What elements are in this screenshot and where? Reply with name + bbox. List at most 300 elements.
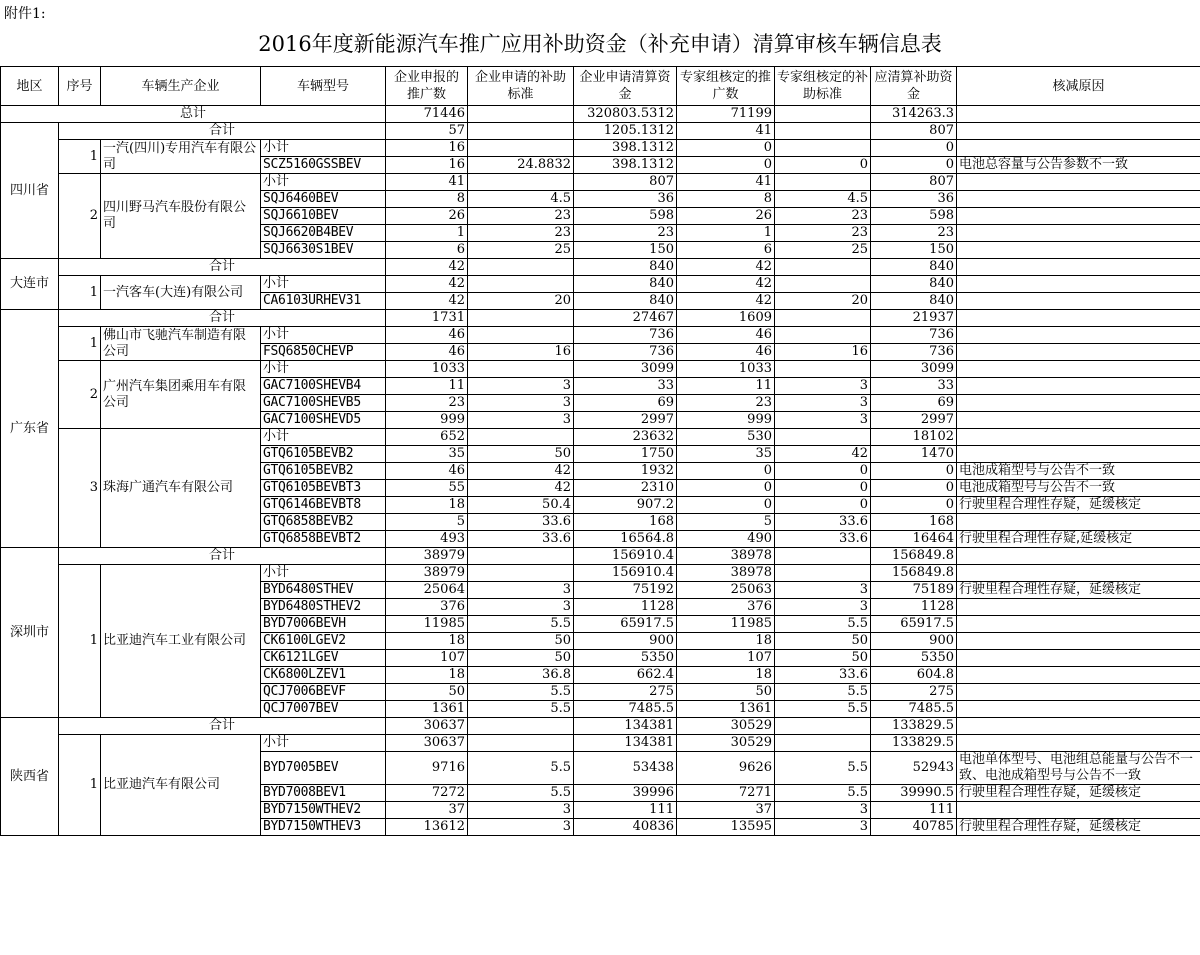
model-cell: CK6121LGEV xyxy=(261,650,386,667)
std-cell: 5.5 xyxy=(468,616,574,633)
applied-cell: 23 xyxy=(386,395,468,412)
approved-std-cell xyxy=(775,429,871,446)
approved-std-cell: 33.6 xyxy=(775,667,871,684)
approved-std-cell: 5.5 xyxy=(775,752,871,785)
reason-cell xyxy=(957,667,1200,684)
approved-std-cell xyxy=(775,548,871,565)
settle-cell: 69 xyxy=(871,395,957,412)
approved-std-cell: 5.5 xyxy=(775,785,871,802)
approved-cell: 42 xyxy=(677,259,775,276)
settle-cell: 52943 xyxy=(871,752,957,785)
approved-cell: 35 xyxy=(677,446,775,463)
company-no: 2 xyxy=(59,361,101,429)
settle-cell: 736 xyxy=(871,344,957,361)
model-cell: GAC7100SHEVB4 xyxy=(261,378,386,395)
reason-cell xyxy=(957,412,1200,429)
model-cell: SQJ6620B4BEV xyxy=(261,225,386,242)
region-sum-label: 合计 xyxy=(59,259,386,276)
std-cell: 16 xyxy=(468,344,574,361)
settle-cell: 840 xyxy=(871,259,957,276)
grand-total-approved: 71199 xyxy=(677,106,775,123)
region-sum-label: 合计 xyxy=(59,310,386,327)
model-cell: BYD7008BEV1 xyxy=(261,785,386,802)
model-cell: GTQ6105BEVB2 xyxy=(261,446,386,463)
model-cell: CK6800LZEV1 xyxy=(261,667,386,684)
approved-cell: 0 xyxy=(677,480,775,497)
reason-cell xyxy=(957,395,1200,412)
header-cell: 地区 xyxy=(1,67,59,106)
approved-std-cell: 3 xyxy=(775,395,871,412)
company-no: 1 xyxy=(59,276,101,310)
applied-cell: 9716 xyxy=(386,752,468,785)
settle-cell: 1128 xyxy=(871,599,957,616)
model-cell: SCZ5160GSSBEV xyxy=(261,157,386,174)
applied-cell: 26 xyxy=(386,208,468,225)
std-cell xyxy=(468,548,574,565)
approved-cell: 30529 xyxy=(677,735,775,752)
approved-std-cell: 0 xyxy=(775,157,871,174)
reason-cell xyxy=(957,599,1200,616)
grand-total-settle: 314263.3 xyxy=(871,106,957,123)
std-cell: 50 xyxy=(468,446,574,463)
company-subtotal-row xyxy=(1,429,1200,446)
settle-cell: 0 xyxy=(871,480,957,497)
approved-cell: 46 xyxy=(677,344,775,361)
reason-cell xyxy=(957,548,1200,565)
reason-cell xyxy=(957,293,1200,310)
applied-cell: 493 xyxy=(386,531,468,548)
empty-cell xyxy=(957,106,1200,123)
header-cell: 企业申请的补助标准 xyxy=(468,67,574,106)
company-subtotal-row xyxy=(1,327,1200,344)
std-cell: 50 xyxy=(468,650,574,667)
approved-std-cell: 23 xyxy=(775,225,871,242)
model-cell: QCJ7007BEV xyxy=(261,701,386,718)
approved-std-cell: 0 xyxy=(775,480,871,497)
applied-cell: 13612 xyxy=(386,819,468,836)
region-name: 广东省 xyxy=(1,310,59,548)
model-cell: GTQ6146BEVBT8 xyxy=(261,497,386,514)
std-cell: 33.6 xyxy=(468,514,574,531)
company-subtotal-row xyxy=(1,565,1200,582)
header-cell: 核减原因 xyxy=(957,67,1200,106)
approved-cell: 38978 xyxy=(677,565,775,582)
reason-cell xyxy=(957,344,1200,361)
funds-cell: 168 xyxy=(574,514,677,531)
std-cell: 5.5 xyxy=(468,701,574,718)
approved-cell: 50 xyxy=(677,684,775,701)
approved-cell: 8 xyxy=(677,191,775,208)
reason-cell xyxy=(957,650,1200,667)
settle-cell: 65917.5 xyxy=(871,616,957,633)
applied-cell: 16 xyxy=(386,157,468,174)
funds-cell: 134381 xyxy=(574,735,677,752)
model-cell: GTQ6105BEVB2 xyxy=(261,463,386,480)
region-sum-row xyxy=(1,123,1200,140)
approved-cell: 107 xyxy=(677,650,775,667)
reason-cell: 电池总容量与公告参数不一致 xyxy=(957,157,1200,174)
funds-cell: 75192 xyxy=(574,582,677,599)
std-cell: 3 xyxy=(468,395,574,412)
funds-cell: 1128 xyxy=(574,599,677,616)
header-cell: 企业申请清算资金 xyxy=(574,67,677,106)
region-name: 大连市 xyxy=(1,259,59,310)
reason-cell: 行驶里程合理性存疑,延缓核定 xyxy=(957,531,1200,548)
model-cell: BYD7006BEVH xyxy=(261,616,386,633)
std-cell: 42 xyxy=(468,480,574,497)
company-subtotal-row xyxy=(1,276,1200,293)
model-cell: GTQ6105BEVBT3 xyxy=(261,480,386,497)
applied-cell: 999 xyxy=(386,412,468,429)
std-cell: 5.5 xyxy=(468,785,574,802)
approved-cell: 999 xyxy=(677,412,775,429)
settle-cell: 2997 xyxy=(871,412,957,429)
applied-cell: 7272 xyxy=(386,785,468,802)
grand-total-row xyxy=(1,106,1200,123)
grand-total-applied: 71446 xyxy=(386,106,468,123)
approved-cell: 1033 xyxy=(677,361,775,378)
std-cell xyxy=(468,310,574,327)
approved-cell: 13595 xyxy=(677,819,775,836)
reason-cell xyxy=(957,225,1200,242)
subtotal-label: 小计 xyxy=(261,174,386,191)
settle-cell: 111 xyxy=(871,802,957,819)
std-cell xyxy=(468,429,574,446)
reason-cell xyxy=(957,701,1200,718)
subtotal-label: 小计 xyxy=(261,565,386,582)
approved-std-cell: 0 xyxy=(775,497,871,514)
funds-cell: 3099 xyxy=(574,361,677,378)
funds-cell: 156910.4 xyxy=(574,548,677,565)
region-name: 深圳市 xyxy=(1,548,59,718)
applied-cell: 55 xyxy=(386,480,468,497)
reason-cell xyxy=(957,276,1200,293)
region-sum-label: 合计 xyxy=(59,548,386,565)
applied-cell: 18 xyxy=(386,633,468,650)
empty-cell xyxy=(775,106,871,123)
subtotal-label: 小计 xyxy=(261,140,386,157)
settle-cell: 133829.5 xyxy=(871,735,957,752)
region-sum-row xyxy=(1,548,1200,565)
std-cell xyxy=(468,140,574,157)
settle-cell: 133829.5 xyxy=(871,718,957,735)
std-cell: 3 xyxy=(468,819,574,836)
applied-cell: 41 xyxy=(386,174,468,191)
reason-cell xyxy=(957,140,1200,157)
company-no: 1 xyxy=(59,735,101,836)
approved-std-cell: 3 xyxy=(775,412,871,429)
model-cell: GAC7100SHEVB5 xyxy=(261,395,386,412)
applied-cell: 18 xyxy=(386,667,468,684)
approved-cell: 23 xyxy=(677,395,775,412)
approved-std-cell: 5.5 xyxy=(775,616,871,633)
page-title: 2016年度新能源汽车推广应用补助资金（补充申请）清算审核车辆信息表 xyxy=(258,32,942,56)
region-sum-row xyxy=(1,310,1200,327)
std-cell xyxy=(468,259,574,276)
funds-cell: 907.2 xyxy=(574,497,677,514)
annex-label: 附件1: xyxy=(4,6,46,22)
funds-cell: 807 xyxy=(574,174,677,191)
settle-cell: 75189 xyxy=(871,582,957,599)
funds-cell: 156910.4 xyxy=(574,565,677,582)
settle-cell: 156849.8 xyxy=(871,548,957,565)
funds-cell: 736 xyxy=(574,327,677,344)
applied-cell: 16 xyxy=(386,140,468,157)
model-cell: FSQ6850CHEVP xyxy=(261,344,386,361)
settle-cell: 168 xyxy=(871,514,957,531)
company-name: 一汽(四川)专用汽车有限公司 xyxy=(101,140,261,174)
approved-cell: 25063 xyxy=(677,582,775,599)
applied-cell: 6 xyxy=(386,242,468,259)
applied-cell: 11985 xyxy=(386,616,468,633)
applied-cell: 46 xyxy=(386,344,468,361)
subtotal-label: 小计 xyxy=(261,327,386,344)
std-cell: 36.8 xyxy=(468,667,574,684)
approved-cell: 5 xyxy=(677,514,775,531)
funds-cell: 39996 xyxy=(574,785,677,802)
std-cell: 3 xyxy=(468,599,574,616)
approved-std-cell: 16 xyxy=(775,344,871,361)
applied-cell: 35 xyxy=(386,446,468,463)
approved-cell: 42 xyxy=(677,293,775,310)
approved-cell: 1609 xyxy=(677,310,775,327)
approved-std-cell: 42 xyxy=(775,446,871,463)
std-cell xyxy=(468,327,574,344)
approved-std-cell: 33.6 xyxy=(775,514,871,531)
approved-std-cell xyxy=(775,327,871,344)
approved-std-cell: 23 xyxy=(775,208,871,225)
funds-cell: 65917.5 xyxy=(574,616,677,633)
approved-cell: 30529 xyxy=(677,718,775,735)
approved-cell: 38978 xyxy=(677,548,775,565)
header-cell: 车辆生产企业 xyxy=(101,67,261,106)
approved-cell: 376 xyxy=(677,599,775,616)
std-cell: 23 xyxy=(468,208,574,225)
approved-std-cell: 3 xyxy=(775,802,871,819)
reason-cell xyxy=(957,616,1200,633)
approved-std-cell: 3 xyxy=(775,378,871,395)
settle-cell: 36 xyxy=(871,191,957,208)
company-name: 广州汽车集团乘用车有限公司 xyxy=(101,361,261,429)
settle-cell: 807 xyxy=(871,174,957,191)
std-cell xyxy=(468,735,574,752)
settle-cell: 21937 xyxy=(871,310,957,327)
settle-cell: 0 xyxy=(871,497,957,514)
approved-cell: 46 xyxy=(677,327,775,344)
approved-std-cell xyxy=(775,718,871,735)
reason-cell xyxy=(957,378,1200,395)
std-cell xyxy=(468,276,574,293)
std-cell: 50 xyxy=(468,633,574,650)
funds-cell: 840 xyxy=(574,293,677,310)
reason-cell xyxy=(957,735,1200,752)
approved-std-cell: 5.5 xyxy=(775,701,871,718)
reason-cell xyxy=(957,565,1200,582)
reason-cell xyxy=(957,242,1200,259)
settle-cell: 3099 xyxy=(871,361,957,378)
applied-cell: 1361 xyxy=(386,701,468,718)
funds-cell: 23632 xyxy=(574,429,677,446)
approved-cell: 7271 xyxy=(677,785,775,802)
approved-std-cell: 3 xyxy=(775,599,871,616)
std-cell xyxy=(468,565,574,582)
funds-cell: 16564.8 xyxy=(574,531,677,548)
approved-cell: 41 xyxy=(677,174,775,191)
company-name: 四川野马汽车股份有限公司 xyxy=(101,174,261,259)
settle-cell: 840 xyxy=(871,276,957,293)
model-cell: QCJ7006BEVF xyxy=(261,684,386,701)
approved-cell: 18 xyxy=(677,667,775,684)
reason-cell: 行驶里程合理性存疑，延缓核定 xyxy=(957,497,1200,514)
model-cell: GAC7100SHEVD5 xyxy=(261,412,386,429)
settle-cell: 0 xyxy=(871,157,957,174)
settle-cell: 0 xyxy=(871,463,957,480)
applied-cell: 18 xyxy=(386,497,468,514)
subtotal-label: 小计 xyxy=(261,429,386,446)
subtotal-label: 小计 xyxy=(261,735,386,752)
std-cell: 23 xyxy=(468,225,574,242)
reason-cell xyxy=(957,123,1200,140)
funds-cell: 23 xyxy=(574,225,677,242)
funds-cell: 111 xyxy=(574,802,677,819)
reason-cell xyxy=(957,684,1200,701)
approved-cell: 6 xyxy=(677,242,775,259)
approved-std-cell: 50 xyxy=(775,633,871,650)
company-no: 1 xyxy=(59,565,101,718)
model-cell: GTQ6858BEVBT2 xyxy=(261,531,386,548)
settle-cell: 40785 xyxy=(871,819,957,836)
reason-cell xyxy=(957,191,1200,208)
model-cell: BYD6480STHEV2 xyxy=(261,599,386,616)
settle-cell: 5350 xyxy=(871,650,957,667)
applied-cell: 38979 xyxy=(386,548,468,565)
reason-cell: 电池单体型号、电池组总能量与公告不一致、电池成箱型号与公告不一致 xyxy=(957,752,1200,785)
settle-cell: 598 xyxy=(871,208,957,225)
std-cell xyxy=(468,174,574,191)
model-cell: CK6100LGEV2 xyxy=(261,633,386,650)
approved-std-cell: 3 xyxy=(775,582,871,599)
funds-cell: 840 xyxy=(574,276,677,293)
funds-cell: 1750 xyxy=(574,446,677,463)
approved-cell: 0 xyxy=(677,157,775,174)
applied-cell: 5 xyxy=(386,514,468,531)
funds-cell: 7485.5 xyxy=(574,701,677,718)
settle-cell: 604.8 xyxy=(871,667,957,684)
approved-cell: 0 xyxy=(677,497,775,514)
model-cell: BYD7005BEV xyxy=(261,752,386,785)
region-sum-row xyxy=(1,718,1200,735)
approved-cell: 1 xyxy=(677,225,775,242)
model-cell: BYD7150WTHEV3 xyxy=(261,819,386,836)
approved-std-cell: 4.5 xyxy=(775,191,871,208)
reason-cell xyxy=(957,446,1200,463)
company-no: 1 xyxy=(59,327,101,361)
funds-cell: 840 xyxy=(574,259,677,276)
approved-cell: 490 xyxy=(677,531,775,548)
reason-cell xyxy=(957,514,1200,531)
funds-cell: 53438 xyxy=(574,752,677,785)
reason-cell xyxy=(957,718,1200,735)
reason-cell: 电池成箱型号与公告不一致 xyxy=(957,463,1200,480)
std-cell: 25 xyxy=(468,242,574,259)
settle-cell: 807 xyxy=(871,123,957,140)
approved-std-cell xyxy=(775,123,871,140)
applied-cell: 42 xyxy=(386,276,468,293)
reason-cell xyxy=(957,174,1200,191)
company-no: 2 xyxy=(59,174,101,259)
settle-cell: 840 xyxy=(871,293,957,310)
applied-cell: 1033 xyxy=(386,361,468,378)
company-name: 珠海广通汽车有限公司 xyxy=(101,429,261,548)
funds-cell: 275 xyxy=(574,684,677,701)
model-cell: BYD7150WTHEV2 xyxy=(261,802,386,819)
applied-cell: 46 xyxy=(386,327,468,344)
subsidy-table xyxy=(0,66,1200,836)
settle-cell: 275 xyxy=(871,684,957,701)
approved-cell: 42 xyxy=(677,276,775,293)
company-no: 1 xyxy=(59,140,101,174)
std-cell: 3 xyxy=(468,582,574,599)
approved-cell: 1361 xyxy=(677,701,775,718)
approved-cell: 18 xyxy=(677,633,775,650)
applied-cell: 376 xyxy=(386,599,468,616)
region-name: 陕西省 xyxy=(1,718,59,836)
funds-cell: 5350 xyxy=(574,650,677,667)
approved-std-cell xyxy=(775,361,871,378)
company-name: 佛山市飞驰汽车制造有限公司 xyxy=(101,327,261,361)
settle-cell: 0 xyxy=(871,140,957,157)
applied-cell: 25064 xyxy=(386,582,468,599)
std-cell: 3 xyxy=(468,378,574,395)
approved-std-cell: 25 xyxy=(775,242,871,259)
settle-cell: 1470 xyxy=(871,446,957,463)
approved-cell: 9626 xyxy=(677,752,775,785)
applied-cell: 1731 xyxy=(386,310,468,327)
model-cell: SQJ6460BEV xyxy=(261,191,386,208)
header-cell: 应清算补助资金 xyxy=(871,67,957,106)
company-name: 比亚迪汽车工业有限公司 xyxy=(101,565,261,718)
reason-cell xyxy=(957,310,1200,327)
applied-cell: 107 xyxy=(386,650,468,667)
settle-cell: 156849.8 xyxy=(871,565,957,582)
funds-cell: 33 xyxy=(574,378,677,395)
approved-cell: 11 xyxy=(677,378,775,395)
reason-cell: 行驶里程合理性存疑，延缓核定 xyxy=(957,582,1200,599)
approved-std-cell: 50 xyxy=(775,650,871,667)
reason-cell xyxy=(957,429,1200,446)
applied-cell: 8 xyxy=(386,191,468,208)
applied-cell: 50 xyxy=(386,684,468,701)
std-cell: 42 xyxy=(468,463,574,480)
approved-std-cell: 0 xyxy=(775,463,871,480)
reason-cell xyxy=(957,802,1200,819)
funds-cell: 69 xyxy=(574,395,677,412)
applied-cell: 30637 xyxy=(386,735,468,752)
approved-cell: 530 xyxy=(677,429,775,446)
company-name: 比亚迪汽车有限公司 xyxy=(101,735,261,836)
std-cell: 5.5 xyxy=(468,752,574,785)
std-cell: 33.6 xyxy=(468,531,574,548)
std-cell: 5.5 xyxy=(468,684,574,701)
approved-std-cell: 5.5 xyxy=(775,684,871,701)
std-cell: 24.8832 xyxy=(468,157,574,174)
std-cell: 3 xyxy=(468,802,574,819)
company-no: 3 xyxy=(59,429,101,548)
company-subtotal-row xyxy=(1,735,1200,752)
settle-cell: 7485.5 xyxy=(871,701,957,718)
region-sum-row xyxy=(1,259,1200,276)
header-row xyxy=(1,67,1200,106)
